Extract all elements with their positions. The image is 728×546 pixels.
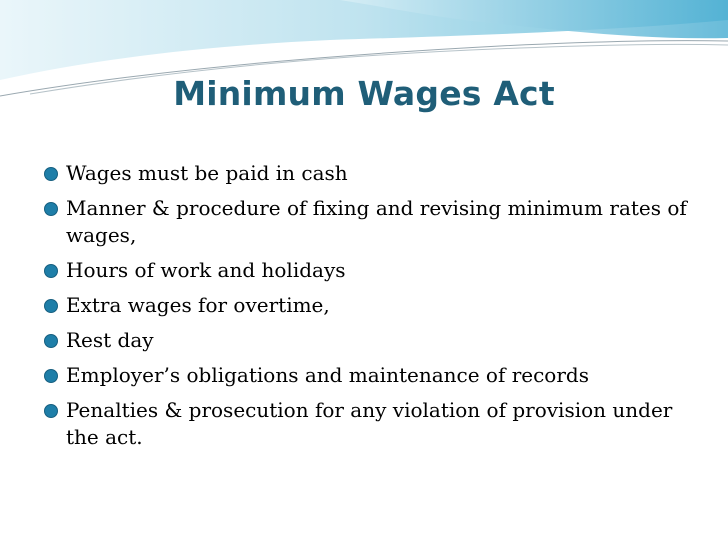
bullet-text: Rest day xyxy=(66,328,154,352)
bullet-icon xyxy=(44,299,58,313)
bullet-text: Hours of work and holidays xyxy=(66,258,346,282)
bullet-item xyxy=(0,257,700,284)
bullet-text: Wages must be paid in cash xyxy=(66,161,348,185)
bullet-icon xyxy=(44,404,58,418)
bullet-list xyxy=(0,160,700,459)
bullet-icon xyxy=(44,264,58,278)
bullet-item xyxy=(0,327,700,354)
bullet-item xyxy=(0,160,700,187)
bullet-item xyxy=(0,362,700,389)
bullet-icon xyxy=(44,167,58,181)
bullet-icon xyxy=(44,202,58,216)
bullet-text: Employer’s obligations and maintenance of records xyxy=(66,363,589,387)
bullet-item xyxy=(0,397,700,451)
bullet-icon xyxy=(44,334,58,348)
slide-title: Minimum Wages Act xyxy=(173,74,555,113)
bullet-text: Manner & procedure of fixing and revising minimum rates of wages, xyxy=(66,196,687,247)
bullet-item xyxy=(0,292,700,319)
bullet-icon xyxy=(44,369,58,383)
bullet-text: Penalties & prosecution for any violation of provision under the act. xyxy=(66,398,673,449)
bullet-text: Extra wages for overtime, xyxy=(66,293,330,317)
bullet-item xyxy=(0,195,700,249)
